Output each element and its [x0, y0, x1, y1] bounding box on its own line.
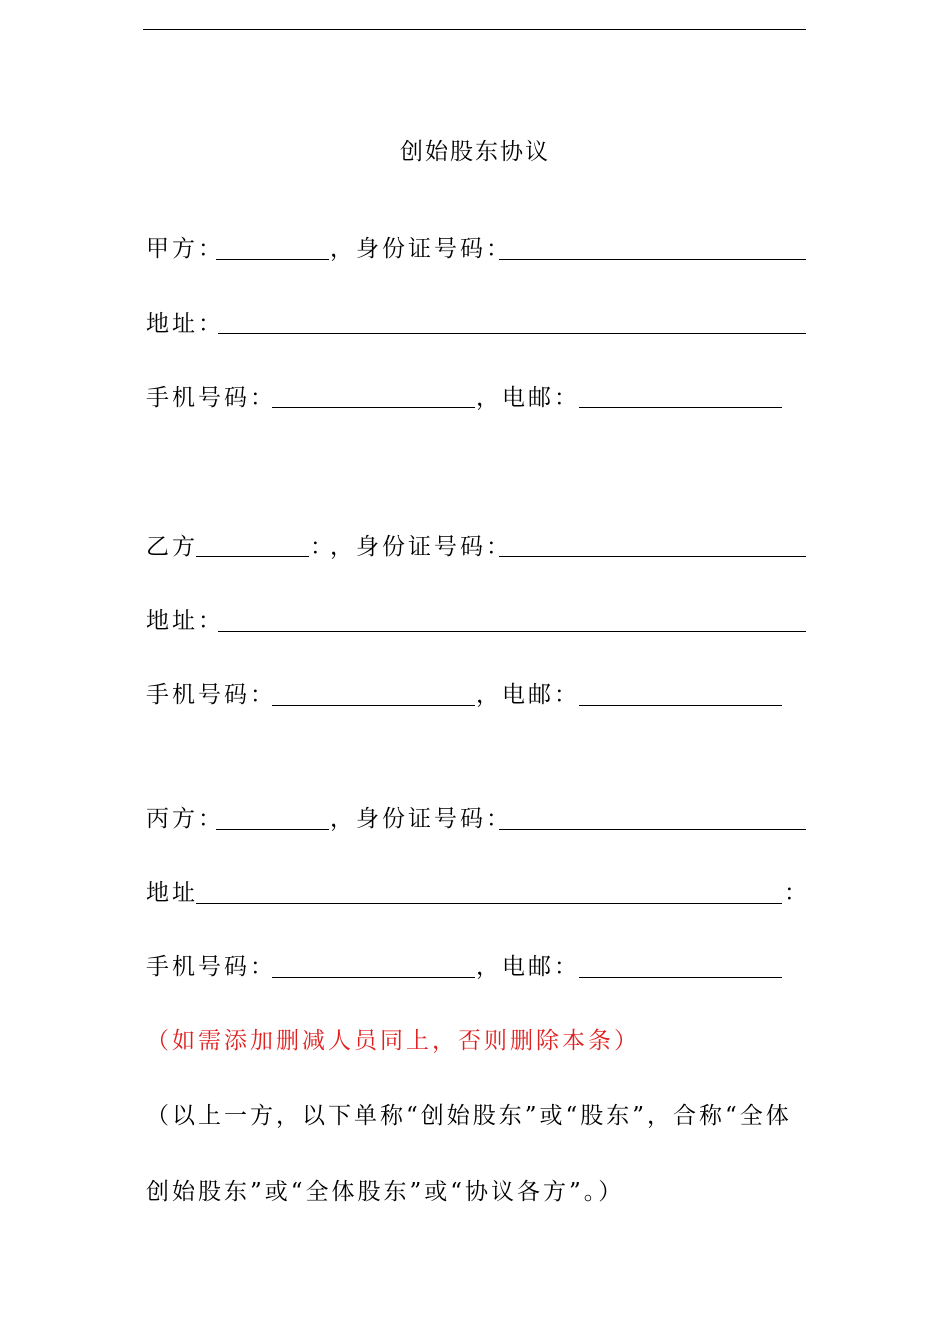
party-c-phone-field[interactable] — [272, 977, 475, 978]
document-title: 创始股东协议 — [400, 139, 550, 165]
party-b-phone-field[interactable] — [272, 705, 475, 706]
party-b-phone-row — [146, 678, 276, 712]
party-c-address-suffix-row — [784, 876, 810, 910]
instruction-note: （如需添加删减人员同上，否则删除本条） — [146, 1028, 640, 1054]
party-a-email-field[interactable] — [579, 407, 782, 408]
party-c-address-label: 地址 — [146, 880, 198, 906]
party-b-address-field[interactable] — [218, 631, 806, 632]
party-a-name-row — [146, 232, 224, 266]
party-b-address-row — [146, 604, 224, 638]
party-a-name-label: 甲方： — [146, 236, 224, 262]
party-a-address-label: 地址： — [146, 311, 224, 337]
paragraph-line-2: 创始股东”或“全体股东”或“协议各方”。） — [146, 1179, 625, 1205]
party-c-name-label: 丙方： — [146, 806, 224, 832]
party-a-id-label: ，身份证号码： — [330, 236, 512, 262]
party-c-email-field[interactable] — [579, 977, 782, 978]
party-b-id-row — [330, 530, 512, 564]
party-a-id-row — [330, 232, 512, 266]
party-c-id-label: ，身份证号码： — [330, 806, 512, 832]
party-a-id-field[interactable] — [499, 259, 806, 260]
party-b-phone-label: 手机号码： — [146, 682, 276, 708]
party-a-email-row — [476, 381, 580, 415]
party-b-name-label: 乙方 — [146, 534, 198, 560]
party-c-address-suffix: ： — [784, 880, 810, 906]
party-a-email-label: ，电邮： — [476, 385, 580, 411]
party-c-id-row — [330, 802, 512, 836]
party-c-phone-row — [146, 950, 276, 984]
party-a-name-field[interactable] — [216, 259, 329, 260]
party-b-address-label: 地址： — [146, 608, 224, 634]
party-b-email-row — [476, 678, 580, 712]
party-a-address-row — [146, 307, 224, 341]
paragraph-line-1: （以上一方，以下单称“创始股东”或“股东”，合称“全体 — [146, 1103, 792, 1129]
party-a-address-field[interactable] — [218, 333, 806, 334]
party-b-name-row — [146, 530, 198, 564]
party-b-name-suffix: ： — [310, 534, 336, 560]
party-b-id-field[interactable] — [499, 556, 806, 557]
party-b-email-field[interactable] — [579, 705, 782, 706]
party-c-address-row — [146, 876, 198, 910]
party-b-name-field[interactable] — [196, 556, 309, 557]
party-c-email-label: ，电邮： — [476, 954, 580, 980]
party-b-email-label: ，电邮： — [476, 682, 580, 708]
party-a-phone-label: 手机号码： — [146, 385, 276, 411]
party-b-id-label: ，身份证号码： — [330, 534, 512, 560]
party-c-name-row — [146, 802, 224, 836]
party-c-name-field[interactable] — [216, 829, 329, 830]
party-c-phone-label: 手机号码： — [146, 954, 276, 980]
party-a-phone-row — [146, 381, 276, 415]
party-c-id-field[interactable] — [499, 829, 806, 830]
party-a-phone-field[interactable] — [272, 407, 475, 408]
party-c-email-row — [476, 950, 580, 984]
party-c-address-field[interactable] — [196, 903, 782, 904]
top-rule — [143, 29, 806, 30]
